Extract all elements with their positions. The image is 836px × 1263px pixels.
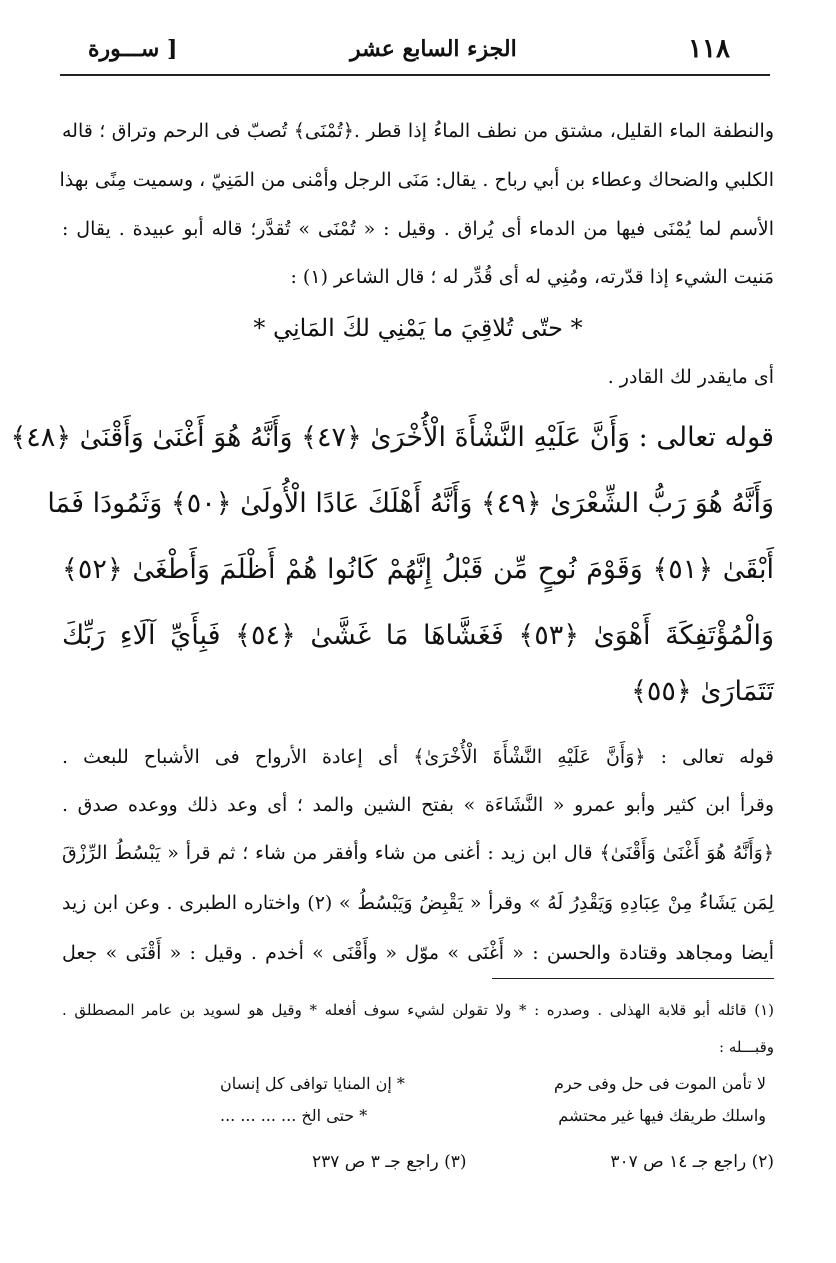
body-line: والنطفة الماء القليل، مشتق من نطف الماءُ إذا قطر .﴿تُمْنَى﴾ تُصبّ فى الرحم وتراق ؛ قاله xyxy=(62,120,774,142)
header-rule xyxy=(60,74,770,76)
footnote-reference: (٣) راجع جـ ٣ ص ٢٣٧ xyxy=(312,1152,467,1172)
body-line: أى مايقدر لك القادر . xyxy=(607,366,774,388)
footnote-poem-line: * حتى الخ ... ... ... ... xyxy=(220,1106,368,1125)
verse-line: قوله تعالى : وَأَنَّ عَلَيْهِ النَّشْأَةَ الْأُخْرَىٰ ﴿٤٧﴾ وَأَنَّهُ هُوَ أَغْنَىٰ وَأَقْنَىٰ ﴿٤٨﴾ xyxy=(10,422,774,453)
body-line: مَنيت الشيء إذا قدّرته، ومُنِي له أى قُدِّر له ؛ قال الشاعر (١) : xyxy=(290,266,774,288)
verse-line: تَتَمَارَىٰ ﴿٥٥﴾ xyxy=(631,676,774,707)
surah-label: [ ســـورة xyxy=(88,36,178,62)
verse-line: وَالْمُؤْتَفِكَةَ أَهْوَىٰ ﴿٥٣﴾ فَغَشَّاهَا مَا غَشَّىٰ ﴿٥٤﴾ فَبِأَيِّ آلَاءِ رَبِّكَ xyxy=(62,620,774,651)
footnote-reference: (٢) راجع جـ ١٤ ص ٣٠٧ xyxy=(610,1152,774,1172)
verse-line: أَبْقَىٰ ﴿٥١﴾ وَقَوْمَ نُوحٍ مِّن قَبْلُ إِنَّهُمْ كَانُوا هُمْ أَظْلَمَ وَأَطْغَىٰ ﴿٥٢﴾ xyxy=(62,554,774,585)
body-line: الأسم لما يُمْنَى فيها من الدماء أى يُراق . وقيل : « تُمْنَى » تُقدَّر؛ قاله أبو عبيدة . يقال : xyxy=(62,218,774,240)
commentary-line: ﴿وَأَنَّهُ هُوَ أَغْنَىٰ وَأَقْنَىٰ﴾ قال ابن زيد : أغنى من شاء وأفقر من شاء ؛ ثم قرأ « يَبْسُطُ الرِّزْقَ xyxy=(62,842,774,864)
page-number: ١١٨ xyxy=(688,34,730,64)
footnote-text: وقبـــله : xyxy=(719,1038,774,1056)
commentary-line: لِمَن يَشَاءُ مِنْ عِبَادِهِ وَيَقْدِرُ لَهُ » وقرأ « يَقْبِضُ وَيَبْسُطُ » (٢) واختاره الطبرى . وعن ابن زيد xyxy=(62,892,774,914)
footnote-rule xyxy=(492,978,774,979)
body-line: الكلبي والضحاك وعطاء بن أبي رباح . يقال: مَنَى الرجل وأمْنى من المَنِيّ ، وسميت مِنًى بهذا xyxy=(59,169,774,191)
footnote-poem-line: * إن المنايا توافى كل إنسان xyxy=(220,1074,405,1093)
commentary-line: قوله تعالى : ﴿وَأَنَّ عَلَيْهِ النَّشْأَةَ الْأُخْرَىٰ﴾ أى إعادة الأرواح فى الأشباح للبعث . xyxy=(62,746,774,768)
commentary-line: وقرأ ابن كثير وأبو عمرو « النَّشَاءَة » بفتح الشين والمد ؛ أى وعد ذلك ووعده صدق . xyxy=(62,794,774,816)
running-title: الجزء السابع عشر xyxy=(350,36,517,62)
footnote-poem-line: واسلك طريقك فيها غير محتشم xyxy=(558,1106,766,1125)
page-header xyxy=(60,30,770,78)
footnote-text: (١) قائله أبو قلابة الهذلى . وصدره : * ولا تقولن لشيء سوف أفعله * وقيل هو لسويد بن عامر المصطلق . xyxy=(62,1001,774,1019)
verse-line: وَأَنَّهُ هُوَ رَبُّ الشِّعْرَىٰ ﴿٤٩﴾ وَأَنَّهُ أَهْلَكَ عَادًا الْأُولَىٰ ﴿٥٠﴾ وَثَمُودَا فَمَا xyxy=(47,488,774,519)
commentary-line: أيضا ومجاهد وقتادة والحسن : « أَغْنَى » موّل « وأَقْنَى » أخدم . وقيل : « أَقْنَى » جعل xyxy=(62,942,774,964)
poem-line: * حتّى تُلاقِيَ ما يَمْنِي لكَ المَانِي * xyxy=(253,314,583,342)
footnote-poem-line: لا تأمن الموت فى حل وفى حرم xyxy=(554,1074,766,1093)
